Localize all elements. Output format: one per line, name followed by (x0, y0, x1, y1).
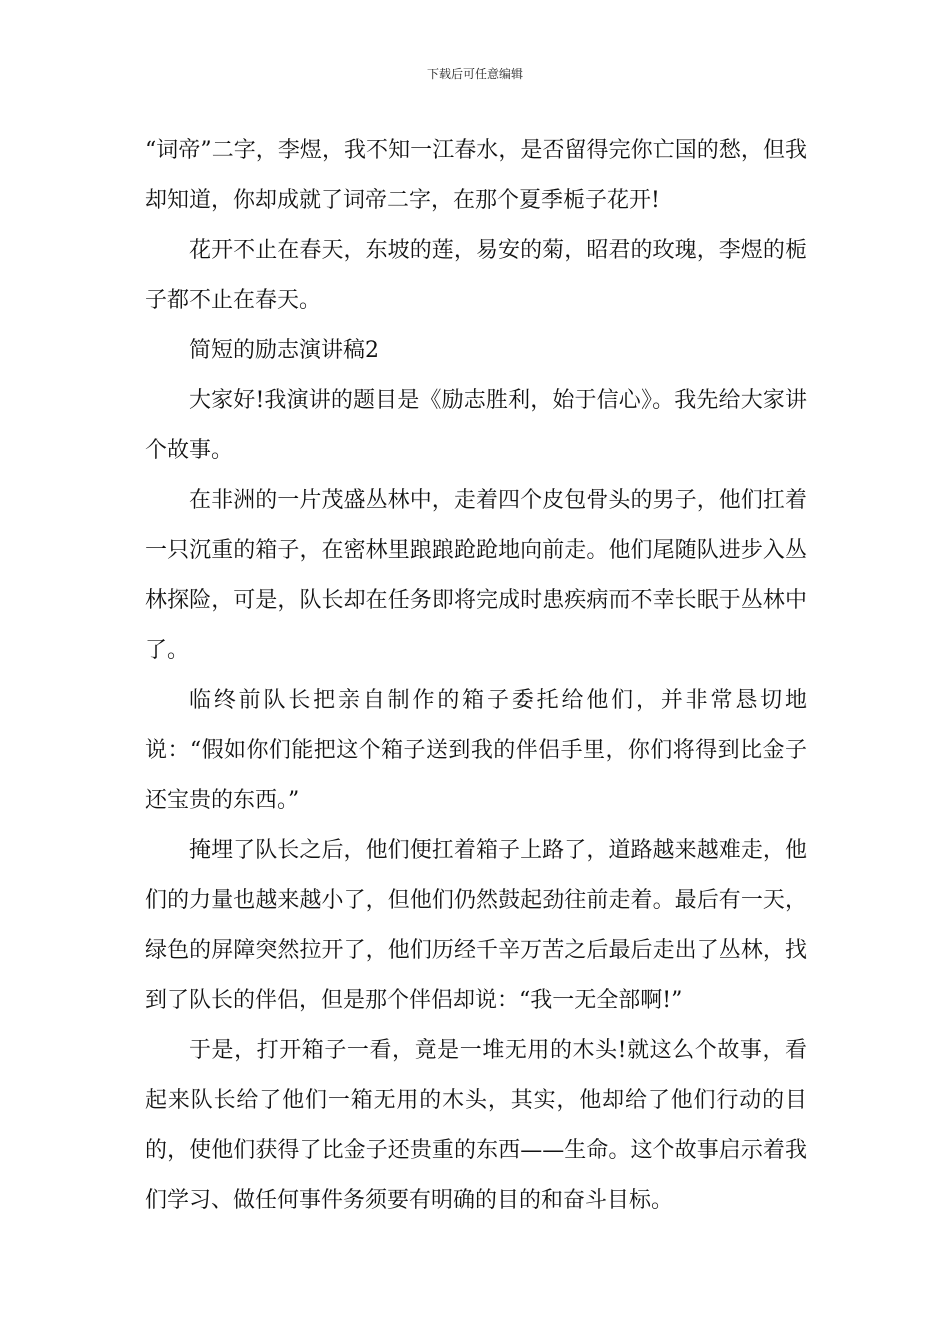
paragraph-6: 掩埋了队长之后，他们便扛着箱子上路了，道路越来越难走，他们的力量也越来越小了，但他们仍然鼓起劲往前走着。最后有一天，绿色的屏障突然拉开了，他们历经千辛万苦之后最后走出了丛林，找到了队长的伴侣，但是那个伴侣却说：“我一无全部啊!” (145, 838, 807, 1013)
paragraph-7: 于是，打开箱子一看，竟是一堆无用的木头!就这么个故事，看起来队长给了他们一箱无用的木头，其实，他却给了他们行动的目的，使他们获得了比金子还贵重的东西——生命。这个故事启示着我们学习、做任何事件务须要有明确的目的和奋斗目标。 (145, 1038, 807, 1213)
section-heading: 简短的励志演讲稿2 (189, 338, 379, 363)
paragraph-4: 在非洲的一片茂盛丛林中，走着四个皮包骨头的男子，他们扛着一只沉重的箱子，在密林里踉踉跄跄地向前走。他们尾随队进步入丛林探险，可是，队长却在任务即将完成时患疾病而不幸长眠于丛林中了。 (145, 488, 807, 663)
paragraph-2: 花开不止在春天，东坡的莲，易安的菊，昭君的玫瑰，李煜的栀子都不止在春天。 (145, 238, 807, 313)
page-header-note: 下载后可任意编辑 (426, 67, 523, 81)
document-body (145, 126, 807, 1226)
paragraph-3: 大家好!我演讲的题目是《励志胜利，始于信心》。我先给大家讲个故事。 (145, 388, 807, 463)
paragraph-1: “词帝”二字，李煜，我不知一江春水，是否留得完你亡国的愁，但我却知道，你却成就了词帝二字，在那个夏季栀子花开! (145, 138, 807, 213)
paragraph-5: 临终前队长把亲自制作的箱子委托给他们，并非常恳切地说：“假如你们能把这个箱子送到我的伴侣手里，你们将得到比金子还宝贵的东西。” (145, 688, 807, 813)
